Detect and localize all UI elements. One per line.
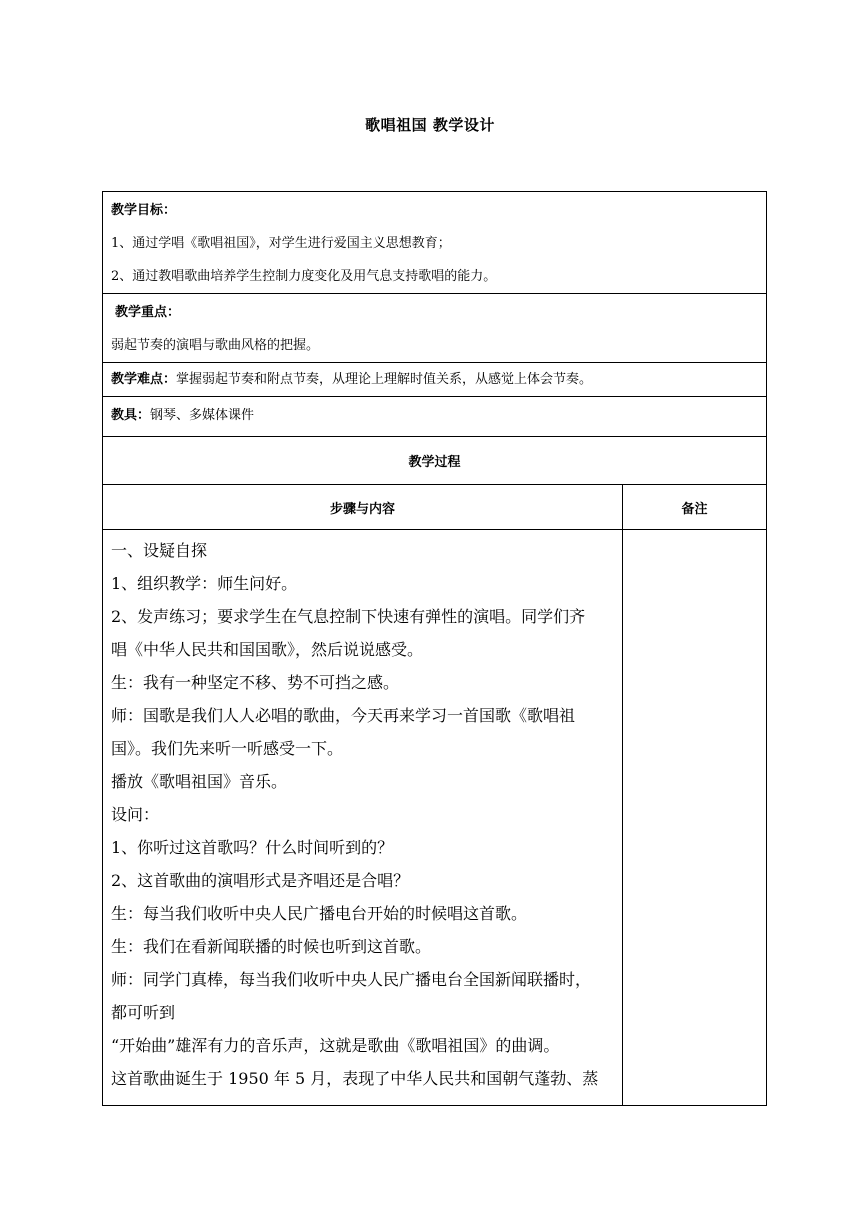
objectives-heading: 教学目标： <box>111 203 177 218</box>
lesson-plan-table <box>102 191 767 1106</box>
objective-item: 2、通过教唱歌曲培养学生控制力度变化及用气息支持歌唱的能力。 <box>111 269 497 284</box>
content-line: 这首歌曲诞生于 1950 年 5 月，表现了中华人民共和国朝气蓬勃、蒸 <box>111 1069 599 1088</box>
content-line: 2、这首歌曲的演唱形式是齐唱还是合唱？ <box>111 871 410 890</box>
key-points-row <box>103 294 767 363</box>
difficulties-row <box>103 363 767 397</box>
steps-column-header: 步骤与内容 <box>103 485 623 530</box>
difficulties-heading: 教学难点： <box>111 372 177 387</box>
content-line: 1、你听过这首歌吗？什么时间听到的？ <box>111 838 394 857</box>
content-line: 播放《歌唱祖国》音乐。 <box>111 772 288 791</box>
objectives-row <box>103 192 767 294</box>
tools-heading: 教具： <box>111 408 151 423</box>
notes-column-header: 备注 <box>623 485 767 530</box>
content-line: 唱《中华人民共和国国歌》，然后说说感受。 <box>111 640 424 659</box>
difficulties-text: 掌握弱起节奏和附点节奏，从理论上理解时值关系，从感觉上体会节奏。 <box>176 372 593 387</box>
process-heading-row <box>103 437 767 485</box>
objective-item: 1、通过学唱《歌唱祖国》，对学生进行爱国主义思想教育； <box>111 236 451 251</box>
content-line: 师：国歌是我们人人必唱的歌曲，今天再来学习一首国歌《歌唱祖 <box>111 706 576 725</box>
process-content-row <box>103 530 767 1106</box>
difficulties-cell <box>103 363 767 397</box>
content-line: “开始曲”雄浑有力的音乐声，这就是歌曲《歌唱祖国》的曲调。 <box>111 1036 560 1055</box>
content-line: 生：我有一种坚定不移、势不可挡之感。 <box>111 673 400 692</box>
tools-row <box>103 397 767 437</box>
process-heading: 教学过程 <box>103 437 767 485</box>
column-header-row <box>103 485 767 530</box>
document-title: 歌唱祖国 教学设计 <box>365 116 495 134</box>
tools-text: 钢琴、多媒体课件 <box>150 408 255 423</box>
content-line: 生：我们在看新闻联播的时候也听到这首歌。 <box>111 937 432 956</box>
key-points-text: 弱起节奏的演唱与歌曲风格的把握。 <box>111 338 320 353</box>
content-line: 生：每当我们收听中央人民广播电台开始的时候唱这首歌。 <box>111 904 528 923</box>
steps-content-cell <box>103 530 623 1106</box>
content-line: 一、设疑自探 <box>111 541 208 560</box>
content-line: 1、组织教学：师生问好。 <box>111 574 298 593</box>
content-line: 国》。我们先来听一听感受一下。 <box>111 739 344 758</box>
key-points-heading: 教学重点： <box>115 305 181 320</box>
objectives-cell <box>103 192 767 294</box>
content-line: 设问： <box>111 805 160 824</box>
key-points-cell <box>103 294 767 363</box>
content-line: 都可听到 <box>111 1003 176 1022</box>
notes-content-cell <box>623 530 767 1106</box>
content-line: 2、发声练习；要求学生在气息控制下快速有弹性的演唱。同学们齐 <box>111 607 586 626</box>
tools-cell <box>103 397 767 437</box>
content-line: 师：同学门真棒，每当我们收听中央人民广播电台全国新闻联播时， <box>111 970 592 989</box>
